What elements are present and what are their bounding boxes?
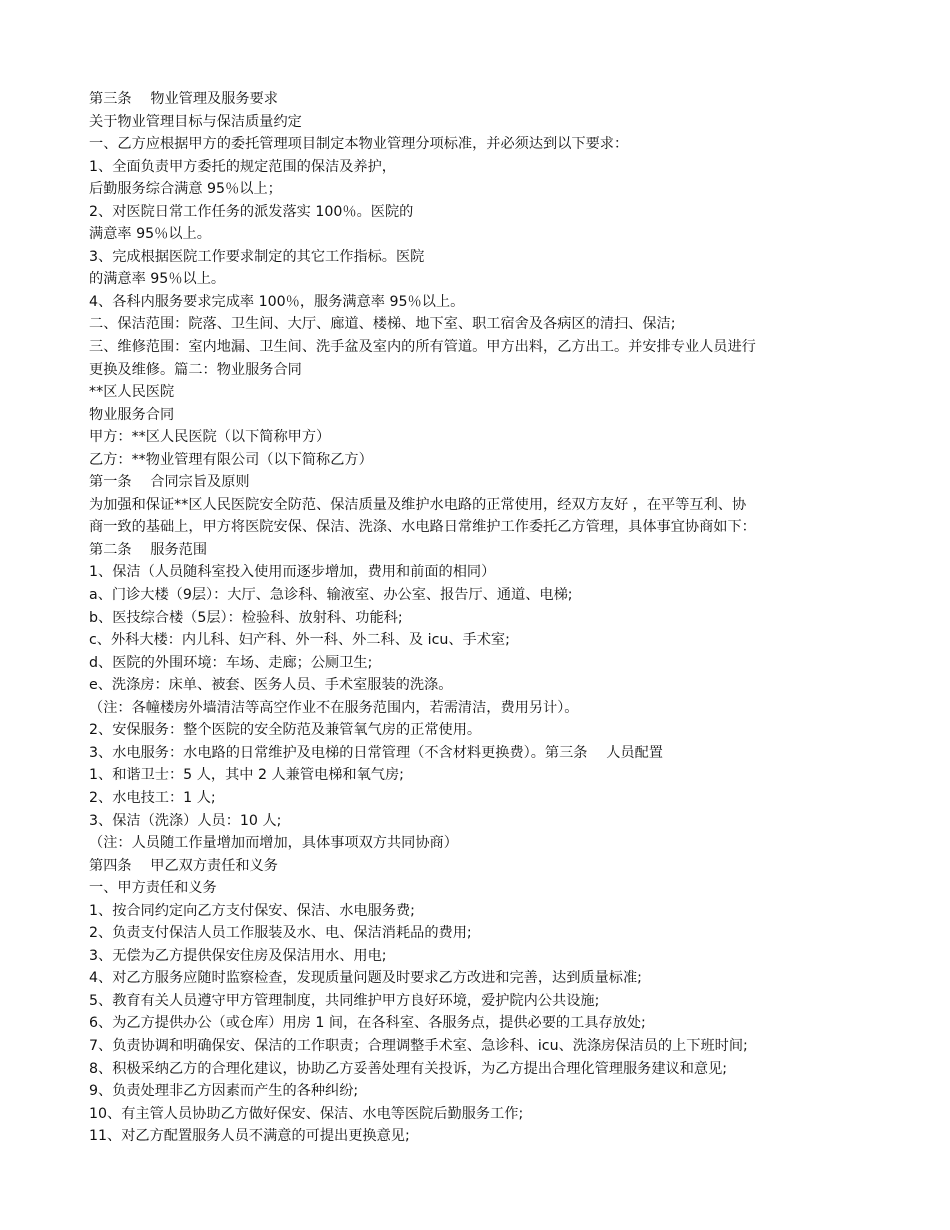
text-line: 2、安保服务：整个医院的安全防范及兼管氧气房的正常使用。	[89, 722, 482, 739]
text-line: 3、水电服务：水电路的日常维护及电梯的日常管理（不含材料更换费）。第三条 人员配置	[89, 744, 663, 761]
text-line: 第四条 甲乙双方责任和义务	[89, 857, 278, 874]
text-line: 4、对乙方服务应随时监察检查，发现质量问题及时要求乙方改进和完善，达到质量标准;	[89, 970, 642, 987]
text-line: 三、维修范围：室内地漏、卫生间、洗手盆及室内的所有管道。甲方出料，乙方出工。并安排专业人员进行	[89, 339, 756, 356]
text-line: 3、完成根据医院工作要求制定的其它工作指标。医院	[89, 248, 425, 265]
text-line: 3、保洁（洗涤）人员：10 人;	[89, 812, 282, 829]
text-line: 的满意率 95％以上。	[89, 271, 226, 288]
text-line: 更换及维修。篇二：物业服务合同	[89, 361, 302, 378]
text-line: 第一条 合同宗旨及原则	[89, 474, 250, 491]
text-line: 一、甲方责任和义务	[89, 880, 217, 897]
text-line: d、医院的外围环境：车场、走廊；公厕卫生;	[89, 654, 373, 671]
text-line: 2、对医院日常工作任务的派发落实 100％。医院的	[89, 203, 414, 220]
text-line: 1、和谐卫士：5 人，其中 2 人兼管电梯和氧气房;	[89, 767, 404, 784]
text-line: 二、保洁范围：院落、卫生间、大厅、廊道、楼梯、地下室、职工宿舍及各病区的清扫、保洁;	[89, 316, 676, 333]
text-line: 2、负责支付保洁人员工作服装及水、电、保洁消耗品的费用;	[89, 925, 472, 942]
text-line: 甲方：**区人民医院（以下简称甲方）	[89, 429, 331, 446]
text-line: 第三条 物业管理及服务要求	[89, 91, 278, 107]
text-line: 满意率 95％以上。	[89, 226, 211, 243]
text-line: 1、全面负责甲方委托的规定范围的保洁及养护，	[89, 158, 396, 175]
text-line: 2、水电技工：1 人;	[89, 789, 216, 806]
text-line: 6、为乙方提供办公（或仓库）用房 1 间，在各科室、各服务点，提供必要的工具存放处;	[89, 1015, 646, 1032]
text-line: 10、有主管人员协助乙方做好保安、保洁、水电等医院后勤服务工作;	[89, 1105, 524, 1122]
text-line: 7、负责协调和明确保安、保洁的工作职责；合理调整手术室、急诊科、icu、洗涤房保洁员的上下班时间;	[89, 1037, 748, 1054]
text-line: 商一致的基础上，甲方将医院安保、保洁、洗涤、水电路日常维护工作委托乙方管理，具体事宜协商如下：	[89, 519, 756, 536]
text-line: 1、按合同约定向乙方支付保安、保洁、水电服务费;	[89, 902, 415, 919]
text-line: 第二条 服务范围	[89, 541, 208, 558]
text-line: 一、乙方应根据甲方的委托管理项目制定本物业管理分项标准，并必须达到以下要求：	[89, 136, 629, 153]
text-line: b、医技综合楼（5层）：检验科、放射科、功能科;	[89, 609, 403, 626]
text-line: **区人民医院	[89, 384, 175, 401]
text-line: （注：人员随工作量增加而增加，具体事项双方共同协商）	[89, 835, 458, 852]
text-line: 11、对乙方配置服务人员不满意的可提出更换意见;	[89, 1128, 410, 1145]
text-line: 8、积极采纳乙方的合理化建议，协助乙方妥善处理有关投诉，为乙方提出合理化管理服务建议和意见;	[89, 1060, 728, 1077]
text-line: 物业服务合同	[89, 406, 175, 423]
document-body	[89, 88, 864, 1148]
text-line: 关于物业管理目标与保洁质量约定	[89, 113, 302, 130]
text-line: c、外科大楼：内儿科、妇产科、外一科、外二科、及 icu、手术室;	[89, 632, 510, 649]
text-line: 后勤服务综合满意 95％以上；	[89, 181, 282, 198]
text-line: （注：各幢楼房外墙清洁等高空作业不在服务范围内，若需清洁，费用另计）。	[89, 699, 579, 716]
text-line: 9、负责处理非乙方因素而产生的各种纠纷;	[89, 1083, 359, 1100]
text-line: e、洗涤房：床单、被套、医务人员、手术室服装的洗涤。	[89, 677, 453, 694]
text-line: 1、保洁（人员随科室投入使用而逐步增加，费用和前面的相同）	[89, 564, 496, 581]
text-line: 4、各科内服务要求完成率 100％，服务满意率 95％以上。	[89, 293, 465, 310]
text-line: 乙方：**物业管理有限公司（以下简称乙方）	[89, 451, 373, 468]
text-line: a、门诊大楼（9层）：大厅、急诊科、输液室、办公室、报告厅、通道、电梯;	[89, 587, 573, 604]
text-line: 为加强和保证**区人民医院安全防范、保洁质量及维护水电路的正常使用，经双方友好 ，在平等互利、协	[89, 496, 747, 513]
text-line: 3、无偿为乙方提供保安住房及保洁用水、用电;	[89, 947, 387, 964]
text-line: 5、教育有关人员遵守甲方管理制度，共同维护甲方良好环境，爱护院内公共设施;	[89, 992, 600, 1009]
